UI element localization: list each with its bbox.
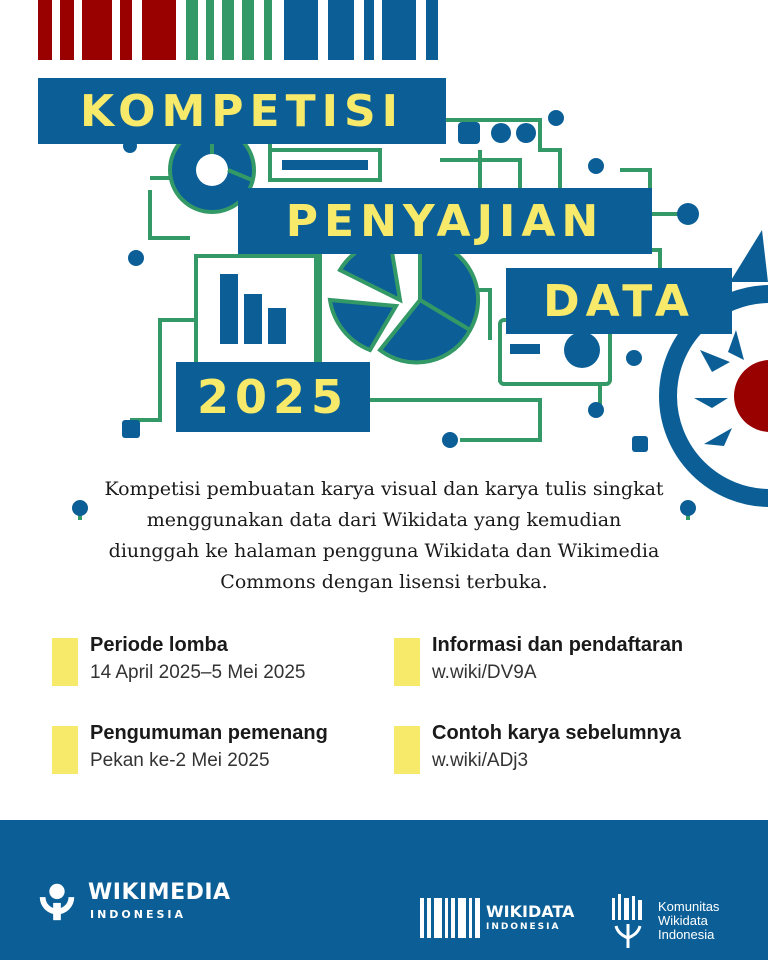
yellow-marker — [394, 726, 420, 774]
community-tree-icon — [608, 894, 648, 950]
wikidata-name: WIKIDATA — [486, 902, 575, 921]
title-line-3: DATA — [506, 268, 732, 334]
komunitas-wikidata-logo — [608, 894, 758, 950]
info-link[interactable]: w.wiki/ADj3 — [432, 750, 529, 771]
wikidata-logo-icon — [420, 898, 480, 938]
wikidata-sub: INDONESIA — [486, 922, 561, 932]
komunitas-line-3: Indonesia — [658, 927, 715, 942]
wikimedia-indonesia-logo — [34, 876, 264, 936]
info-value: Pekan ke-2 Mei 2025 — [90, 750, 270, 771]
komunitas-line-1: Komunitas — [658, 899, 720, 914]
info-link[interactable]: w.wiki/DV9A — [432, 662, 537, 683]
info-label: Informasi dan pendaftaran — [432, 634, 684, 656]
description-text: Kompetisi pembuatan karya visual dan karya tulis singkat menggunakan data dari Wikidata yang kemudian diunggah ke halaman pengguna Wikidata dan Wikimedia Commons dengan lisensi terbuka. — [104, 478, 664, 593]
komunitas-text — [658, 900, 719, 942]
wikimedia-name: WIKIMEDIA — [88, 880, 231, 905]
title-year: 2025 — [176, 362, 370, 432]
info-value: 14 April 2025–5 Mei 2025 — [90, 662, 306, 683]
title-line-2: PENYAJIAN — [238, 188, 652, 254]
title-line-1: KOMPETISI — [38, 78, 446, 144]
pie-chart-icon — [330, 240, 478, 363]
yellow-marker — [52, 638, 78, 686]
yellow-marker — [52, 726, 78, 774]
wikimedia-logo-icon — [34, 878, 80, 924]
komunitas-line-2: Wikidata — [658, 913, 708, 928]
info-label: Contoh karya sebelumnya — [432, 722, 681, 744]
info-label: Periode lomba — [90, 634, 228, 656]
info-label: Pengumuman pemenang — [90, 722, 328, 744]
wikimedia-sub: INDONESIA — [90, 908, 187, 921]
wikidata-indonesia-logo — [420, 898, 600, 942]
yellow-marker — [394, 638, 420, 686]
